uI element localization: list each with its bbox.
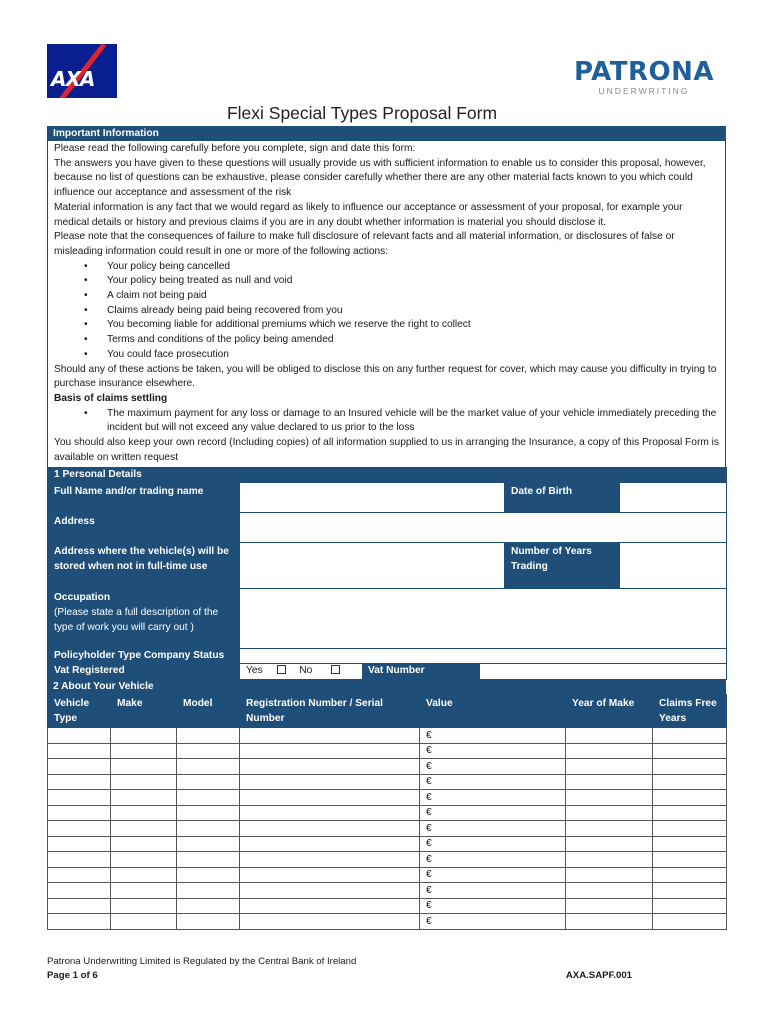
policyholder-type-label: Policyholder Type Company Status [48, 649, 240, 664]
vehicle-type-cell[interactable] [48, 852, 111, 868]
currency-symbol: € [426, 900, 432, 912]
make-cell[interactable] [111, 898, 177, 914]
year-of-make-cell[interactable] [566, 914, 653, 930]
currency-symbol: € [426, 807, 432, 819]
occupation-note: (Please state a full description of the type of work you will carry out ) [54, 607, 219, 634]
info-paragraph: Material information is any fact that we would regard as likely to influence our acceptance or assessment of your proposal, for example your medical details or history and previous claims if you are in any doubt whether information is material you should disclose it. [54, 201, 683, 228]
registration-cell[interactable] [240, 883, 420, 899]
value-cell[interactable] [420, 728, 566, 744]
address-label: Address [48, 513, 240, 543]
full-name-field[interactable] [240, 483, 505, 513]
currency-symbol: € [426, 869, 432, 881]
storage-address-field[interactable] [240, 543, 505, 589]
vat-number-field[interactable] [479, 664, 726, 679]
currency-symbol: € [426, 745, 432, 757]
make-cell[interactable] [111, 867, 177, 883]
vehicle-row [48, 867, 727, 883]
date-of-birth-label: Date of Birth [505, 483, 620, 513]
vehicle-type-cell[interactable] [48, 743, 111, 759]
consequences-list [54, 260, 719, 363]
consequence-item: • Your policy being treated as null and void [84, 274, 719, 289]
value-cell[interactable] [420, 743, 566, 759]
claims-free-years-cell[interactable] [653, 883, 727, 899]
vehicle-type-cell[interactable] [48, 790, 111, 806]
date-of-birth-field[interactable] [620, 483, 727, 513]
currency-symbol: € [426, 915, 432, 927]
claims-free-years-cell[interactable] [653, 852, 727, 868]
vehicle-type-cell[interactable] [48, 774, 111, 790]
consequence-item: • Claims already being paid being recovered from you [84, 304, 719, 319]
currency-symbol: € [426, 791, 432, 803]
year-of-make-cell[interactable] [566, 867, 653, 883]
make-cell[interactable] [111, 836, 177, 852]
form-title: Flexi Special Types Proposal Form [226, 103, 498, 123]
make-cell[interactable] [111, 790, 177, 806]
currency-symbol: € [426, 884, 432, 896]
col-year-of-make: Year of Make [566, 695, 653, 728]
vehicle-row [48, 759, 727, 775]
value-cell[interactable] [420, 883, 566, 899]
year-of-make-cell[interactable] [566, 759, 653, 775]
registration-cell[interactable] [240, 805, 420, 821]
occupation-label-text: Occupation [54, 592, 111, 604]
claims-settling-heading: Basis of claims settling [54, 392, 168, 404]
col-claims-free-years: Claims Free Years [653, 695, 727, 728]
vat-no-checkbox[interactable] [331, 665, 340, 674]
consequence-item: • You could face prosecution [84, 348, 719, 363]
vat-yes-label: Yes [246, 665, 263, 677]
make-cell[interactable] [111, 852, 177, 868]
form-code: AXA.SAPF.001 [565, 969, 632, 981]
claims-free-years-cell[interactable] [653, 836, 727, 852]
consequence-item: • Terms and conditions of the policy being amended [84, 333, 719, 348]
model-cell[interactable] [177, 836, 240, 852]
vehicle-type-cell[interactable] [48, 914, 111, 930]
model-cell[interactable] [177, 852, 240, 868]
vehicle-row [48, 898, 727, 914]
registration-cell[interactable] [240, 914, 420, 930]
currency-symbol: € [426, 838, 432, 850]
value-cell[interactable] [420, 836, 566, 852]
vehicle-row [48, 883, 727, 899]
info-paragraph: Please note that the consequences of failure to make full disclosure of relevant facts and all material information, or disclosures of false or misleading information could result in one or more of the following actions: [54, 231, 675, 257]
claims-free-years-cell[interactable] [653, 898, 727, 914]
claims-free-years-cell[interactable] [653, 914, 727, 930]
model-cell[interactable] [177, 898, 240, 914]
vat-registered-label: Vat Registered [48, 664, 240, 680]
vehicle-type-cell[interactable] [48, 805, 111, 821]
value-cell[interactable] [420, 867, 566, 883]
patrona-logo-sub: UNDERWRITING [598, 86, 690, 96]
col-value: Value [420, 695, 566, 728]
value-cell[interactable] [420, 805, 566, 821]
claims-free-years-cell[interactable] [653, 805, 727, 821]
vehicle-type-cell[interactable] [48, 883, 111, 899]
value-cell[interactable] [420, 790, 566, 806]
vehicle-row [48, 790, 727, 806]
info-paragraph: The answers you have given to these questions will usually provide us with sufficient information to enable us to consider this proposal, however, because no list of questions can be exhaustive, please consider carefully whether there are any other material facts known to you which could influence our acceptance and assessment of the risk [54, 157, 706, 199]
vat-yes-checkbox[interactable] [277, 665, 286, 674]
col-model: Model [177, 695, 240, 728]
model-cell[interactable] [177, 914, 240, 930]
registration-cell[interactable] [240, 836, 420, 852]
year-of-make-cell[interactable] [566, 743, 653, 759]
claims-free-years-cell[interactable] [653, 867, 727, 883]
registration-cell[interactable] [240, 852, 420, 868]
important-information-heading: Important Information [47, 126, 726, 141]
info-paragraph: Should any of these actions be taken, you will be obliged to disclose this on any further request for cover, which may cause you difficulty in trying to purchase insurance elsewhere. [54, 363, 717, 390]
registration-cell[interactable] [240, 728, 420, 744]
vehicle-type-cell[interactable] [48, 898, 111, 914]
full-name-label: Full Name and/or trading name [48, 483, 240, 513]
year-of-make-cell[interactable] [566, 852, 653, 868]
axa-logo [47, 44, 117, 98]
year-of-make-cell[interactable] [566, 821, 653, 837]
currency-symbol: € [426, 760, 432, 772]
patrona-logo [574, 58, 714, 96]
years-trading-label: Number of Years Trading [505, 543, 620, 589]
value-cell[interactable] [420, 774, 566, 790]
currency-symbol: € [426, 853, 432, 865]
vehicle-row [48, 852, 727, 868]
vehicle-type-cell[interactable] [48, 728, 111, 744]
axa-logo-text: AXA [51, 67, 95, 91]
make-cell[interactable] [111, 728, 177, 744]
occupation-field[interactable] [240, 589, 727, 649]
year-of-make-cell[interactable] [566, 836, 653, 852]
claims-list [54, 407, 719, 436]
claims-item: • The maximum payment for any loss or damage to an Insured vehicle will be the market value of your vehicle immediately preceding the incident but will not exceed any value declared to us prior to the loss [84, 407, 719, 436]
claims-free-years-cell[interactable] [653, 759, 727, 775]
about-vehicle-heading: 2 About Your Vehicle [47, 679, 726, 694]
currency-symbol: € [426, 776, 432, 788]
proposal-form [47, 126, 726, 930]
vat-options [240, 664, 362, 679]
vat-number-label: Vat Number [362, 664, 479, 679]
currency-symbol: € [426, 729, 432, 741]
model-cell[interactable] [177, 821, 240, 837]
make-cell[interactable] [111, 774, 177, 790]
claims-free-years-cell[interactable] [653, 728, 727, 744]
vehicle-table [47, 694, 727, 930]
col-registration: Registration Number / Serial Number [240, 695, 420, 728]
registration-cell[interactable] [240, 867, 420, 883]
claims-free-years-cell[interactable] [653, 774, 727, 790]
consequence-item: • Your policy being cancelled [84, 260, 719, 275]
vehicle-row [48, 805, 727, 821]
model-cell[interactable] [177, 774, 240, 790]
registration-cell[interactable] [240, 774, 420, 790]
vehicle-row [48, 836, 727, 852]
important-information-body [47, 141, 726, 467]
vehicle-row [48, 728, 727, 744]
value-cell[interactable] [420, 914, 566, 930]
regulatory-notice: Patrona Underwriting Limited is Regulated by the Central Bank of Ireland [47, 956, 357, 967]
make-cell[interactable] [111, 743, 177, 759]
make-cell[interactable] [111, 805, 177, 821]
year-of-make-cell[interactable] [566, 805, 653, 821]
vehicle-table-body [48, 728, 727, 930]
model-cell[interactable] [177, 883, 240, 899]
claims-free-years-cell[interactable] [653, 790, 727, 806]
col-make: Make [111, 695, 177, 728]
model-cell[interactable] [177, 743, 240, 759]
vat-row [240, 664, 727, 680]
occupation-label [48, 589, 240, 649]
model-cell[interactable] [177, 867, 240, 883]
years-trading-field[interactable] [620, 543, 727, 589]
vehicle-row [48, 774, 727, 790]
registration-cell[interactable] [240, 743, 420, 759]
make-cell[interactable] [111, 821, 177, 837]
page-number: Page 1 of 6 [47, 969, 98, 981]
registration-cell[interactable] [240, 790, 420, 806]
info-paragraph: You should also keep your own record (Including copies) of all information supplied to us in arranging the Insurance, a copy of this Proposal Form is available on written request [54, 437, 720, 463]
vehicle-type-cell[interactable] [48, 867, 111, 883]
model-cell[interactable] [177, 728, 240, 744]
value-cell[interactable] [420, 759, 566, 775]
claims-free-years-cell[interactable] [653, 743, 727, 759]
model-cell[interactable] [177, 759, 240, 775]
policyholder-type-field[interactable] [240, 649, 727, 664]
vehicle-type-cell[interactable] [48, 759, 111, 775]
info-paragraph: Please read the following carefully before you complete, sign and date this form: [54, 143, 416, 154]
address-field[interactable] [240, 513, 727, 543]
vat-no-label: No [299, 665, 313, 677]
registration-cell[interactable] [240, 898, 420, 914]
consequence-item: • You becoming liable for additional premiums which we reserve the right to collect [84, 318, 719, 333]
col-vehicle-type: Vehicle Type [48, 695, 111, 728]
registration-cell[interactable] [240, 759, 420, 775]
value-cell[interactable] [420, 821, 566, 837]
vehicle-type-cell[interactable] [48, 836, 111, 852]
vehicle-type-cell[interactable] [48, 821, 111, 837]
model-cell[interactable] [177, 790, 240, 806]
value-cell[interactable] [420, 898, 566, 914]
currency-symbol: € [426, 822, 432, 834]
claims-free-years-cell[interactable] [653, 821, 727, 837]
year-of-make-cell[interactable] [566, 774, 653, 790]
make-cell[interactable] [111, 914, 177, 930]
year-of-make-cell[interactable] [566, 728, 653, 744]
make-cell[interactable] [111, 883, 177, 899]
value-cell[interactable] [420, 852, 566, 868]
year-of-make-cell[interactable] [566, 790, 653, 806]
storage-address-label: Address where the vehicle(s) will be stored when not in full-time use [48, 543, 240, 589]
vehicle-row [48, 914, 727, 930]
page-footer [47, 955, 632, 982]
personal-details-table [47, 467, 727, 680]
registration-cell[interactable] [240, 821, 420, 837]
year-of-make-cell[interactable] [566, 883, 653, 899]
personal-details-heading: 1 Personal Details [48, 468, 727, 483]
make-cell[interactable] [111, 759, 177, 775]
year-of-make-cell[interactable] [566, 898, 653, 914]
model-cell[interactable] [177, 805, 240, 821]
consequence-item: • A claim not being paid [84, 289, 719, 304]
vehicle-row [48, 743, 727, 759]
patrona-logo-name: PATRONA [573, 57, 714, 87]
vehicle-row [48, 821, 727, 837]
